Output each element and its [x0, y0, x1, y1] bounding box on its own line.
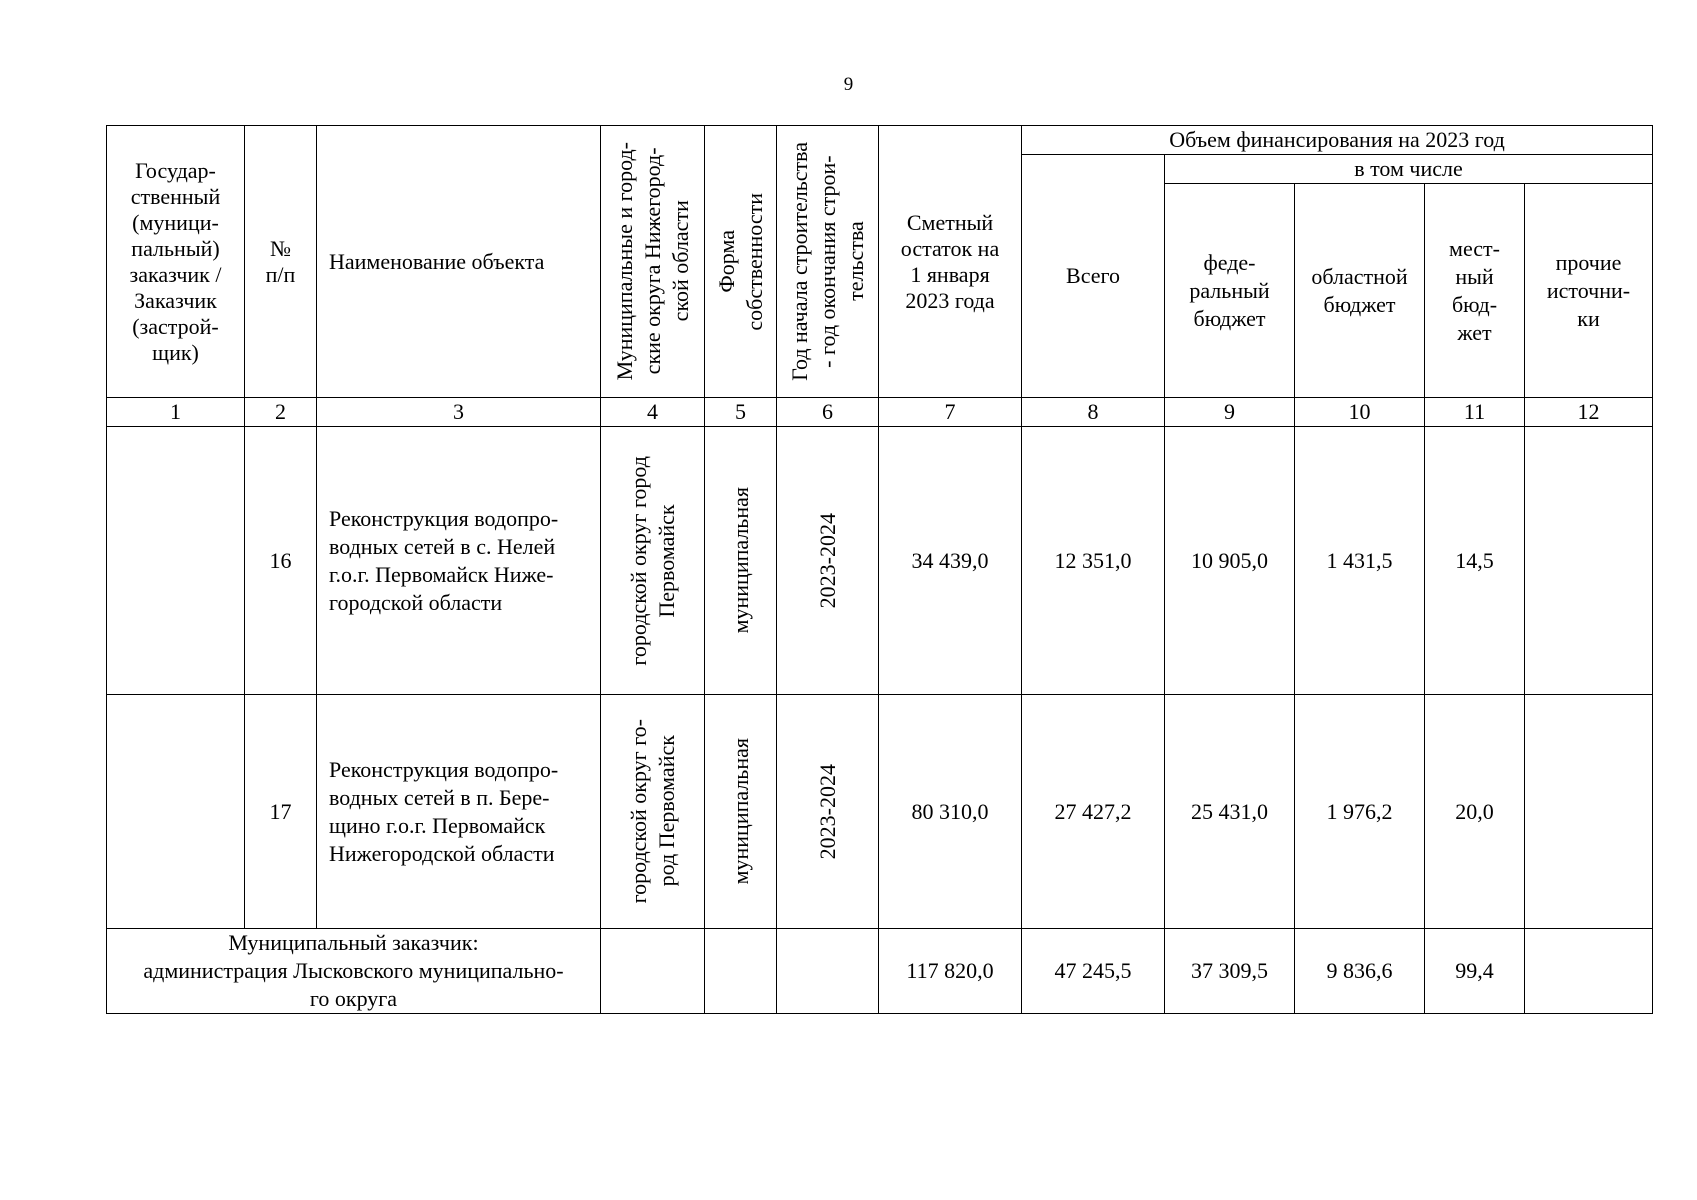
- column-number: 3: [317, 398, 601, 427]
- row-estimate: 80 310,0: [879, 695, 1022, 929]
- header-other: прочие источни- ки: [1525, 184, 1653, 398]
- header-customer: Государ- ственный (муници- пальный) заказчик / Заказчик (застрой- щик): [107, 126, 245, 398]
- summary-local: 99,4: [1425, 929, 1525, 1014]
- header-object-name: Наименование объекта: [317, 126, 601, 398]
- page-number: 9: [843, 74, 854, 95]
- row-regional: 1 431,5: [1295, 427, 1425, 695]
- header-number: № п/п: [245, 126, 317, 398]
- header-regional: областной бюджет: [1295, 184, 1425, 398]
- row-other: [1525, 427, 1653, 695]
- header-local: мест- ный бюд- жет: [1425, 184, 1525, 398]
- summary-district: [601, 929, 705, 1014]
- header-estimate-balance: Сметный остаток на 1 января 2023 года: [879, 126, 1022, 398]
- table-row: [107, 427, 1653, 695]
- header-including: в том числе: [1165, 155, 1653, 184]
- row-district: городской округ город Первомайск: [601, 427, 705, 695]
- summary-years: [777, 929, 879, 1014]
- column-number: 4: [601, 398, 705, 427]
- row-years: 2023-2024: [777, 695, 879, 929]
- header-total: Всего: [1022, 155, 1165, 398]
- row-federal: 25 431,0: [1165, 695, 1295, 929]
- summary-regional: 9 836,6: [1295, 929, 1425, 1014]
- row-federal: 10 905,0: [1165, 427, 1295, 695]
- header-financing: Объем финансирования на 2023 год: [1022, 126, 1653, 155]
- row-local: 20,0: [1425, 695, 1525, 929]
- summary-federal: 37 309,5: [1165, 929, 1295, 1014]
- row-ownership: муниципальная: [705, 695, 777, 929]
- row-object-name: Реконструкция водопро- водных сетей в с. Нелей г.о.г. Первомайск Ниже- городской области: [317, 427, 601, 695]
- summary-row: [107, 929, 1653, 1014]
- column-number: 6: [777, 398, 879, 427]
- row-regional: 1 976,2: [1295, 695, 1425, 929]
- column-number: 10: [1295, 398, 1425, 427]
- summary-ownership: [705, 929, 777, 1014]
- column-numbers-row: [107, 398, 1653, 427]
- row-estimate: 34 439,0: [879, 427, 1022, 695]
- row-local: 14,5: [1425, 427, 1525, 695]
- row-total: 27 427,2: [1022, 695, 1165, 929]
- row-customer: [107, 427, 245, 695]
- summary-total: 47 245,5: [1022, 929, 1165, 1014]
- header-years: Год начала строительства - год окончания строи- тельства: [777, 126, 879, 398]
- column-number: 1: [107, 398, 245, 427]
- header-row-1: [107, 126, 1653, 155]
- column-number: 11: [1425, 398, 1525, 427]
- row-number: 17: [245, 695, 317, 929]
- table-row: [107, 695, 1653, 929]
- row-total: 12 351,0: [1022, 427, 1165, 695]
- row-years: 2023-2024: [777, 427, 879, 695]
- column-number: 12: [1525, 398, 1653, 427]
- column-number: 9: [1165, 398, 1295, 427]
- row-customer: [107, 695, 245, 929]
- column-number: 8: [1022, 398, 1165, 427]
- row-ownership: муниципальная: [705, 427, 777, 695]
- header-districts: Муниципальные и город- ские округа Нижегород- ской области: [601, 126, 705, 398]
- summary-other: [1525, 929, 1653, 1014]
- summary-label: Муниципальный заказчик: администрация Лысковского муниципально- го округа: [107, 929, 601, 1014]
- header-federal: феде- ральный бюджет: [1165, 184, 1295, 398]
- summary-estimate: 117 820,0: [879, 929, 1022, 1014]
- column-number: 5: [705, 398, 777, 427]
- column-number: 7: [879, 398, 1022, 427]
- row-object-name: Реконструкция водопро- водных сетей в п. Бере- щино г.о.г. Первомайск Нижегородской области: [317, 695, 601, 929]
- financing-table: [106, 125, 1653, 1014]
- row-other: [1525, 695, 1653, 929]
- header-ownership: Форма собственности: [705, 126, 777, 398]
- row-district: городской округ го- род Первомайск: [601, 695, 705, 929]
- column-number: 2: [245, 398, 317, 427]
- row-number: 16: [245, 427, 317, 695]
